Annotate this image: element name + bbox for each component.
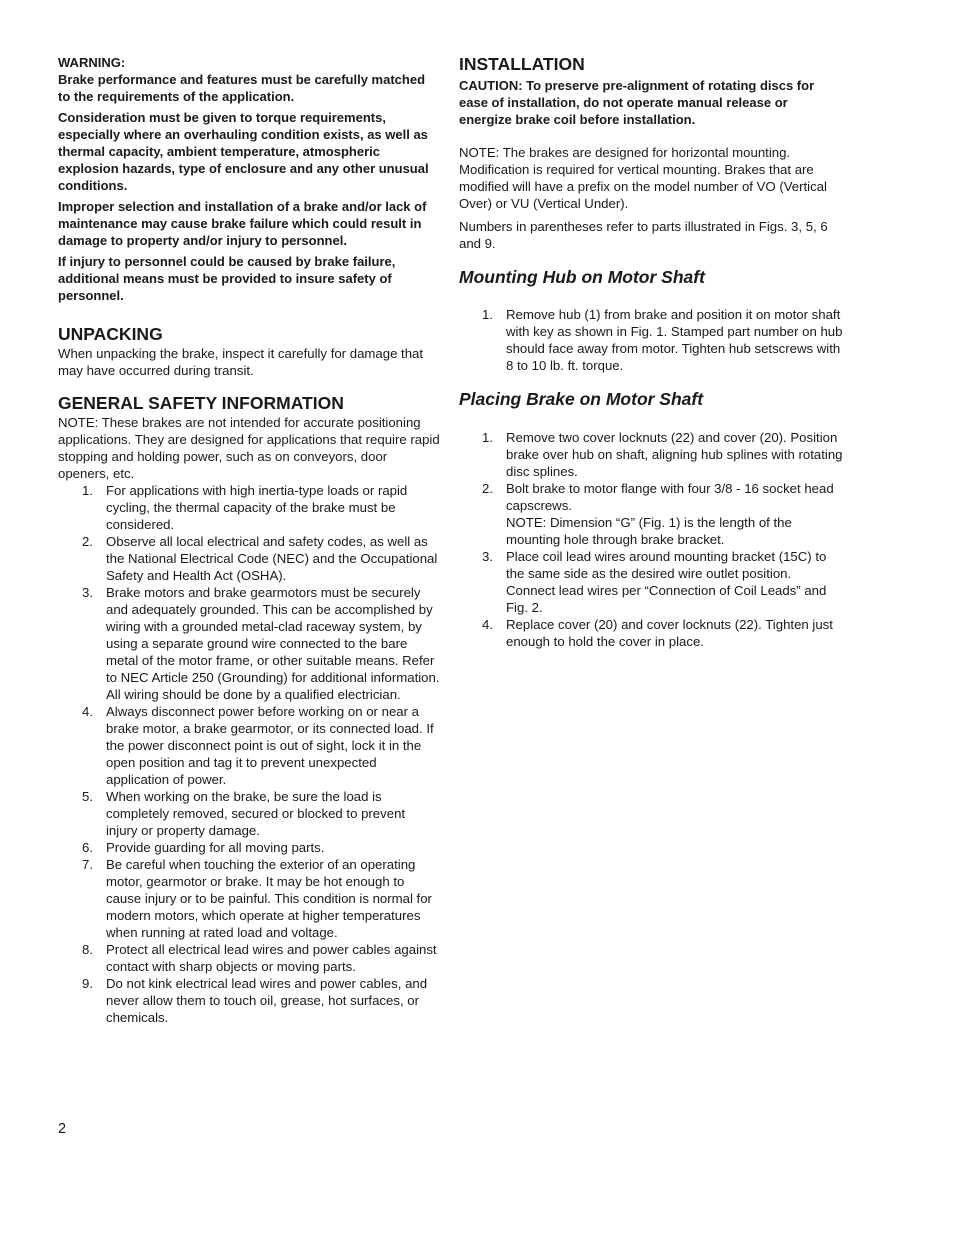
warning-paragraph: If injury to personnel could be caused by brake failure, additional means must be provided to insure safety of personnel.: [58, 254, 396, 303]
list-item: [459, 548, 843, 616]
item-text: Always disconnect power before working on or near a brake motor, a brake gearmotor, or its connected load. If the power disconnect point is out of sight, lock it in the open position and tag it to prevent unexpected application of power.: [106, 704, 434, 787]
page-number: 2: [58, 1121, 67, 1137]
item-number: 2.: [82, 534, 93, 549]
list-item: [58, 975, 440, 1026]
item-number: 1.: [82, 483, 93, 498]
numbers-note: Numbers in parentheses refer to parts illustrated in Figs. 3, 5, 6 and 9.: [459, 219, 828, 251]
item-number: 9.: [82, 976, 93, 991]
item-text: Remove two cover locknuts (22) and cover (20). Position brake over hub on shaft, aligning hub splines with rotating disc splines.: [506, 430, 843, 479]
mounting-note: NOTE: The brakes are designed for horizontal mounting. Modification is required for vertical mounting. Brakes that are modified will have a prefix on the model number of VO (Vertical Over) or VU (Vertical Under).: [459, 145, 827, 211]
right-column: [459, 54, 843, 650]
list-item: [459, 429, 843, 480]
item-number: 8.: [82, 942, 93, 957]
item-number: 4.: [82, 704, 93, 719]
placing-brake-heading: Placing Brake on Motor Shaft: [459, 389, 704, 409]
item-number: 3.: [482, 549, 493, 564]
placing-list: [459, 429, 843, 650]
list-item: [459, 306, 843, 374]
list-item: [58, 703, 440, 788]
item-text: Bolt brake to motor flange with four 3/8 - 16 socket head capscrews.: [506, 481, 834, 513]
item-number: 5.: [82, 789, 93, 804]
item-text: Provide guarding for all moving parts.: [106, 840, 325, 855]
installation-heading: INSTALLATION: [459, 54, 585, 74]
list-item: [58, 482, 440, 533]
item-number: 3.: [82, 585, 93, 600]
item-text: Be careful when touching the exterior of an operating motor, gearmotor or brake. It may be hot enough to cause injury or to be painful. This condition is normal for modern motors, which operate at higher temperatures when running at rated load and voltage.: [106, 857, 432, 940]
left-column: [58, 54, 440, 1026]
safety-list: [58, 482, 440, 1026]
warning-paragraph: Consideration must be given to torque requirements, especially where an overhauling condition exists, as well as thermal capacity, ambient temperature, atmospheric explosion hazards, type of enclosure and any other unusual conditions.: [58, 110, 429, 193]
list-item: [58, 839, 440, 856]
list-item: [58, 856, 440, 941]
item-number: 1.: [482, 307, 493, 322]
item-text: Observe all local electrical and safety codes, as well as the National Electrical Code (NEC) and the Occupational Safety and Health Act (OSHA).: [106, 534, 438, 583]
list-item: [459, 616, 843, 650]
list-item: [58, 533, 440, 584]
list-item: [58, 788, 440, 839]
list-item: [58, 941, 440, 975]
mounting-list: [459, 306, 843, 374]
warning-paragraph: Improper selection and installation of a brake and/or lack of maintenance may cause brake failure which could result in damage to property and/or injury to personnel.: [58, 199, 427, 248]
warning-title: WARNING:: [58, 55, 126, 70]
item-text: Do not kink electrical lead wires and power cables, and never allow them to touch oil, grease, hot surfaces, or chemicals.: [106, 976, 428, 1025]
item-number: 2.: [482, 481, 493, 496]
safety-note: NOTE: These brakes are not intended for accurate positioning applications. They are designed for applications that require rapid stopping and holding power, such as on conveyors, door openers, etc.: [58, 415, 440, 481]
list-item: [58, 584, 440, 703]
caution-text: CAUTION: To preserve pre-alignment of rotating discs for ease of installation, do not operate manual release or energize brake coil before installation.: [459, 78, 815, 127]
warning-paragraph: Brake performance and features must be carefully matched to the requirements of the application.: [58, 72, 426, 104]
item-text: Protect all electrical lead wires and power cables against contact with sharp objects or moving parts.: [106, 942, 437, 974]
item-text: For applications with high inertia-type loads or rapid cycling, the thermal capacity of the brake must be considered.: [106, 483, 408, 532]
item-text: Replace cover (20) and cover locknuts (22). Tighten just enough to hold the cover in place.: [506, 617, 833, 649]
item-text: Place coil lead wires around mounting bracket (15C) to the same side as the desired wire outlet position. Connect lead wires per “Connection of Coil Leads” and Fig. 2.: [506, 549, 827, 615]
item-number: 1.: [482, 430, 493, 445]
list-item: [459, 480, 843, 548]
item-text: Brake motors and brake gearmotors must be securely and adequately grounded. This can be accomplished by wiring with a grounded metal-clad raceway system, by using a separate ground wire connected to the bare metal of the motor frame, or other suitable means. Refer to NEC Article 250 (Grounding) for additional information. All wiring should be done by a qualified electrician.: [106, 585, 440, 702]
safety-heading: GENERAL SAFETY INFORMATION: [58, 393, 344, 413]
item-number: 6.: [82, 840, 93, 855]
item-note: NOTE: Dimension “G” (Fig. 1) is the length of the mounting hole through brake bracket.: [506, 515, 792, 547]
item-text: Remove hub (1) from brake and position it on motor shaft with key as shown in Fig. 1. Stamped part number on hub should face away from motor. Tighten hub setscrews with 8 to 10 lb. ft. torque.: [506, 307, 843, 373]
unpacking-text: When unpacking the brake, inspect it carefully for damage that may have occurred during transit.: [58, 346, 424, 378]
item-text: When working on the brake, be sure the load is completely removed, secured or blocked to prevent injury or property damage.: [106, 789, 406, 838]
mounting-hub-heading: Mounting Hub on Motor Shaft: [459, 267, 705, 287]
unpacking-heading: UNPACKING: [58, 324, 163, 344]
item-number: 7.: [82, 857, 93, 872]
item-number: 4.: [482, 617, 493, 632]
